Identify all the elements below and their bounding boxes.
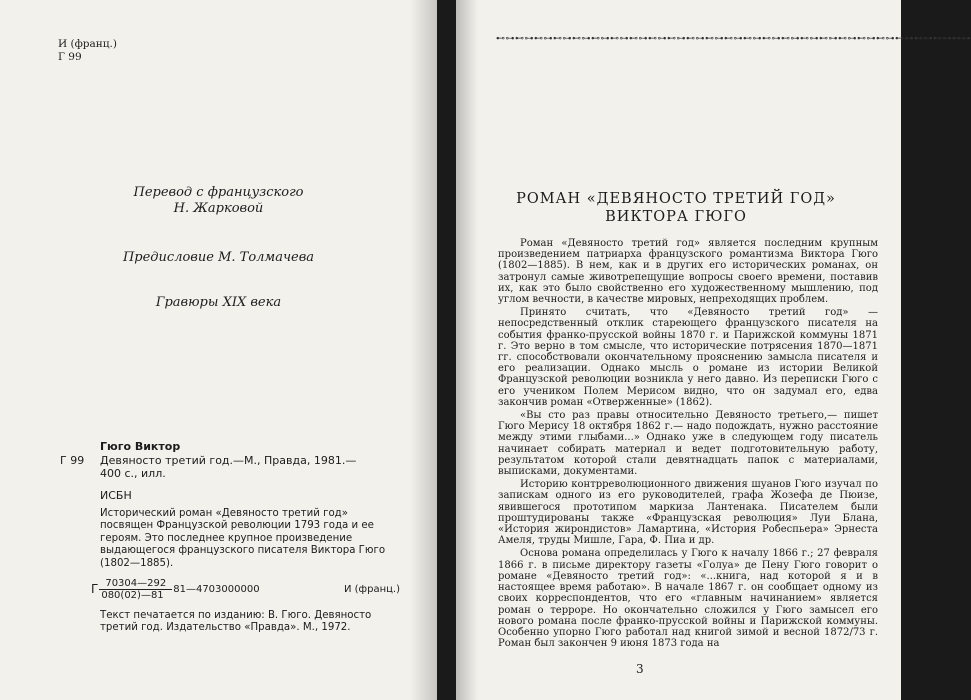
essay-paragraph: Историю контрреволюционного движения шуанов Гюго изучал по запискам одного из его руководителей, графа Жозефа де Пюизе, явившегося прототипом маркиза Лантенака. Писателем были проштудированы также «Французская революция» Луи Блана, «История жирондистов» Ламартина, «История Робеспьера» Эрнеста Амеля, труды Мишле, Гара, Ф. Пиа и др.: [498, 479, 878, 547]
catalog-index-letter: Г 99: [60, 453, 85, 467]
library-code: [58, 38, 117, 64]
catalog-card: [60, 440, 400, 635]
catalog-annotation: Исторический роман «Девяносто третий год» посвящен Французской революции 1793 года и ее героям. Это последнее крупное произведение выдающегося французского писателя Виктора Гюго (1802—1885).: [100, 508, 386, 569]
translation-credit-line: Перевод с французского: [133, 185, 304, 200]
left-page: [0, 0, 437, 700]
catalog-index-fraction: [99, 578, 172, 601]
catalog-isbn: ИСБН: [100, 488, 132, 502]
catalog-edition-note: Текст печатается по изданию: В. Гюго. Девяносто третий год. Издательство «Правда». М., 1972.: [100, 610, 372, 634]
catalog-index-prefix: Г: [91, 581, 99, 596]
catalog-index-numerator: 70304—292: [99, 578, 172, 590]
catalog-extent: 400 с., илл.: [100, 467, 166, 480]
catalog-title-row: [60, 454, 400, 468]
library-code-line: Г 99: [58, 51, 82, 63]
catalog-classification: И (франц.): [343, 583, 400, 595]
translation-credit: [0, 185, 437, 217]
essay-title-line: ВИКТОРА ГЮГО: [605, 209, 747, 225]
catalog-author: Гюго Виктор: [100, 440, 181, 453]
essay-body: [498, 238, 878, 651]
engravings-credit: Гравюры XIX века: [155, 295, 282, 310]
essay-title: [486, 190, 866, 226]
essay-paragraph: «Вы сто раз правы относительно Девяносто третьего,— пишет Гюго Мерису 18 октября 1862 г.— надо подождать, нужно расстояние между этими глыбами...» Однако уже в следующем году писатель начинает собирать материал и ведет подготовительную работу, результатом которой стали девятнадцать папок с материалами, выписками, документами.: [498, 410, 878, 478]
essay-paragraph: Основа романа определилась у Гюго к началу 1866 г.; 27 февраля 1866 г. в письме директору газеты «Голуа» де Пену Гюго говорит о романе «Девяносто третий год»: «...книга, над которой я и в настоящее время работаю». В начале 1867 г. он сообщает одному из своих корреспондентов, что его «главным начинанием» является роман о терроре. Но окончательно сложился у Гюго замысел его нового романа после франко-прусской войны и Парижской коммуны. Особенно упорно Гюго работал над книгой зимой и весной 1872/73 г. Роман был закончен 9 июня 1873 года на: [498, 548, 878, 650]
catalog-index-row: [60, 578, 400, 601]
right-page: [456, 0, 971, 700]
essay-paragraph: Роман «Девяносто третий год» является последним крупным произведением патриарха французского романтизма Виктора Гюго (1802—1885). В нем, как и в других его исторических романах, он затронул самые животрепещущие вопросы своего времени, поставив их, как это было свойственно его художественному мышлению, под углом вечности, в качестве мировых, непреходящих проблем.: [498, 238, 878, 306]
catalog-index-denominator: 080(02)—81: [101, 590, 164, 602]
library-code-line: И (франц.): [58, 38, 117, 50]
essay-paragraph: Принято считать, что «Девяносто третий год» — непосредственный отклик стареющего французского писателя на события франко-прусской войны 1870 г. и Парижской коммуны 1871 г. Это верно в том смысле, что исторические потрясения 1870—1871 гг. способствовали окончательному прояснению замысла писателя и его реализации. Однако мысль о романе из истории Великой Французской революции возникла у него давно. Из переписки Гюго с его учеником Полем Мерисом видно, что он задумал его, едва закончив роман «Отверженные» (1862).: [498, 307, 878, 408]
essay-title-line: РОМАН «ДЕВЯНОСТО ТРЕТИЙ ГОД»: [516, 191, 836, 207]
translation-credit-line: Н. Жарковой: [173, 201, 264, 216]
preface-credit: Предисловие М. Толмачева: [122, 250, 315, 265]
catalog-title-line: Девяносто третий год.—М., Правда, 1981.—: [100, 453, 357, 467]
ornamental-header-rule: ⊷⊶⊷⊶⊷⊶⊷⊶⊷⊶⊷⊶⊷⊶⊷⊶⊷⊶⊷⊶⊷⊶⊷⊶⊷⊶⊷⊶⊷⊶⊷⊶⊷⊶⊷⊶⊷⊶⊷⊶⊷⊶⊷⊶⊷⊶⊷⊶⊷⊶: [496, 34, 971, 44]
page-number: 3: [636, 662, 644, 676]
catalog-index-tail: 81—4703000000: [173, 583, 260, 595]
